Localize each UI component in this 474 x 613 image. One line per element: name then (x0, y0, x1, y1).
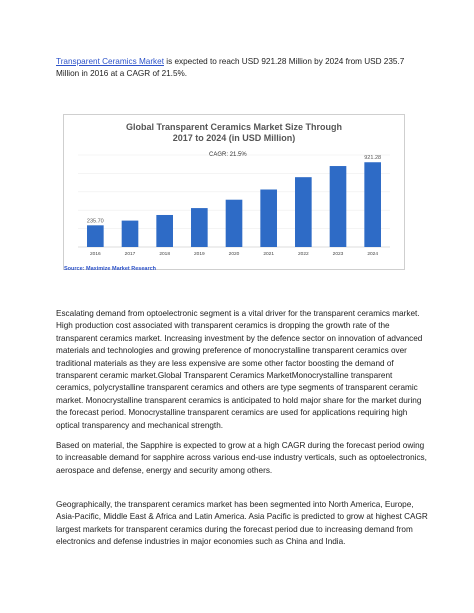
chart-figure (63, 114, 405, 270)
bar-2019 (191, 208, 208, 247)
x-tick-label: 2020 (228, 252, 240, 257)
intro-text: is expected to reach USD 921.28 Million by 2024 from USD 235.7 Million in 2016 at a CAGR of 21.5%. (56, 57, 405, 79)
bars-group (78, 155, 390, 257)
bar-chart (64, 115, 404, 269)
data-label: 235.70 (86, 218, 104, 225)
x-tick-label: 2017 (124, 252, 136, 257)
x-tick-label: 2016 (89, 252, 101, 257)
paragraph-optoelectronic: Escalating demand from optoelectronic segment is a vital driver for the transparent ceramics market. High production cost associated with transparent ceramics is dropping the growth rate of the transparent ceramics market. Increasing investment by the defence sector on innovation of advanced materials and technologies and growing preference of monocrystalline transparent ceramics over traditional materials as they are less expensive are some other factor boosting the demand of transparent ceramic market.Global Transparent Ceramics MarketMonocrystalline transparent ceramics, polycrystalline transparent ceramics and others are type segments of transparent ceramic market. Monocrystalline transparent ceramics is anticipated to hold major share for the market during the forecast period. Monocrystalline transparent ceramics are used for applications requiring high optical transparency and mechanical strength. (56, 309, 423, 430)
paragraph-geography: Geographically, the transparent ceramics market has been segmented into North America, Europe, Asia-Pacific, Middle East & Africa and Latin America. Asia Pacific is predicted to grow at highest CAGR largest markets for transparent ceramics during the forecast period due to increasing demand from electronics and defense industries in major economies such as China and India. (56, 500, 428, 547)
bar-2016 (87, 225, 104, 247)
bar-2017 (122, 221, 139, 247)
cagr-annotation: CAGR: 21.5% (209, 152, 247, 158)
paragraph-sapphire: Based on material, the Sapphire is expected to grow at a high CAGR during the forecast period owing to increasable demand for sapphire across various end-use industry verticals, such as optoelectronics, aerospace and defense, energy and security among others. (56, 441, 427, 475)
chart-source: Source: Maximize Market Research (64, 266, 157, 272)
chart-title-line1: Global Transparent Ceramics Market Size Through (125, 122, 343, 132)
x-tick-label: 2024 (367, 252, 379, 257)
bar-2021 (260, 190, 277, 248)
x-tick-label: 2019 (193, 252, 205, 257)
bar-2022 (295, 177, 312, 247)
x-tick-label: 2022 (297, 252, 309, 257)
bar-2018 (156, 215, 173, 247)
data-label: 921.28 (364, 155, 382, 162)
bar-2024 (364, 162, 381, 247)
x-tick-label: 2021 (263, 252, 275, 257)
x-tick-label: 2023 (332, 252, 344, 257)
bar-2023 (330, 166, 347, 247)
bar-2020 (226, 200, 243, 247)
x-tick-label: 2018 (159, 252, 171, 257)
market-link[interactable]: Transparent Ceramics Market (56, 57, 164, 66)
intro-paragraph (56, 56, 428, 81)
chart-title-line2: 2017 to 2024 (in USD Million) (172, 133, 296, 143)
